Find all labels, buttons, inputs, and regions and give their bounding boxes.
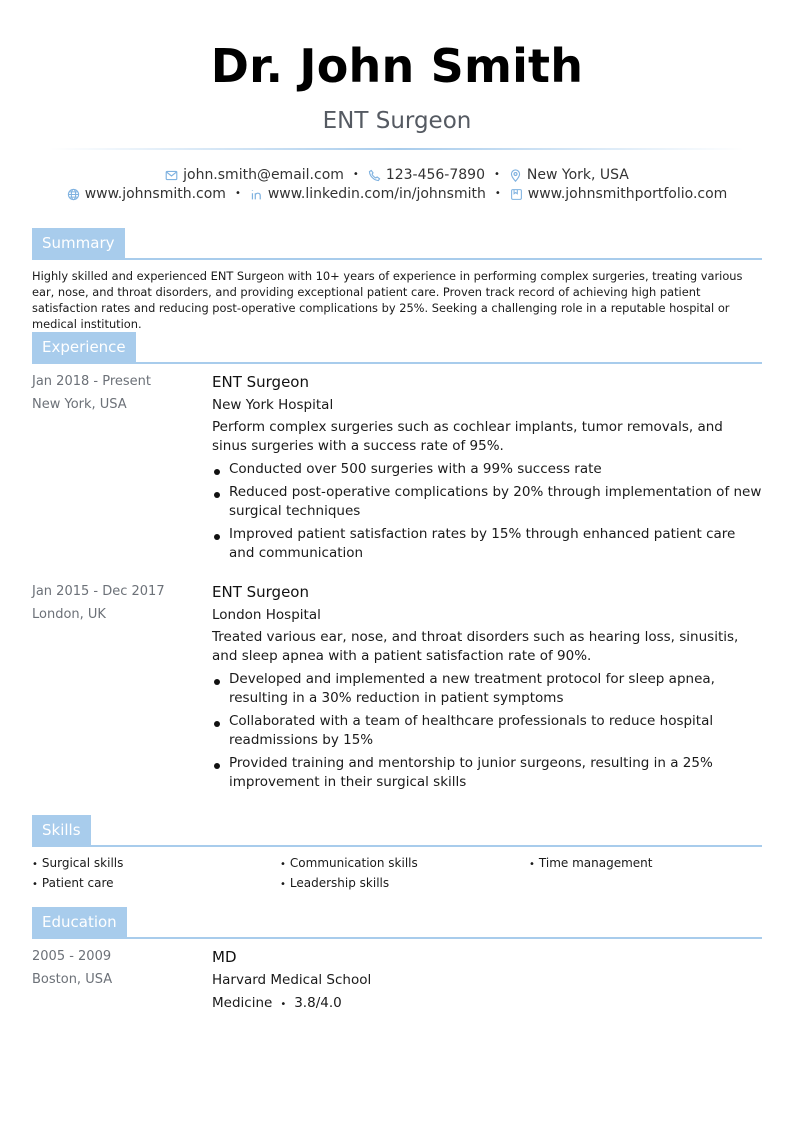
skill-bullet: • <box>280 859 286 870</box>
education-section-header <box>32 907 762 939</box>
skill-item <box>280 854 418 874</box>
contact-row-primary <box>0 166 794 184</box>
experience-meta <box>32 370 202 416</box>
skill-label: Patient care <box>41 876 114 890</box>
bullet-item: Conducted over 500 surgeries with a 99% success rate <box>212 460 762 479</box>
contact-row-links <box>0 185 794 203</box>
experience-location: New York, USA <box>32 397 127 412</box>
globe-icon <box>67 188 80 201</box>
experience-location: London, UK <box>32 607 106 622</box>
experience-details <box>212 370 762 567</box>
skill-item <box>529 854 652 874</box>
contact-linkedin[interactable] <box>250 185 486 203</box>
contact-email[interactable] <box>165 166 344 184</box>
skill-item <box>280 874 389 894</box>
education-dates: 2005 - 2009 <box>32 949 112 964</box>
contact-website[interactable] <box>67 185 226 203</box>
map-pin-icon <box>509 169 522 182</box>
linkedin-icon <box>250 188 263 201</box>
education-meta <box>32 945 202 991</box>
bullet-item: Provided training and mentorship to junior surgeons, resulting in a 25% improvement in their surgical skills <box>212 754 762 792</box>
header-divider <box>50 148 744 150</box>
education-gpa: 3.8/4.0 <box>294 995 342 1011</box>
education-school: Harvard Medical School <box>212 972 372 988</box>
skill-label: Surgical skills <box>41 856 124 870</box>
separator-dot: • <box>352 169 359 180</box>
experience-role: ENT Surgeon <box>212 373 309 391</box>
experience-details <box>212 580 762 796</box>
education-details <box>212 945 762 1016</box>
separator-dot: • <box>280 999 287 1010</box>
skill-label: Time management <box>538 856 653 870</box>
skill-item <box>32 874 114 894</box>
bullet-item: Reduced post-operative complications by 20% through implementation of new surgical techniques <box>212 483 762 521</box>
bullet-item: Improved patient satisfaction rates by 15% through enhanced patient care and communication <box>212 525 762 563</box>
experience-role: ENT Surgeon <box>212 583 309 601</box>
email-text: john.smith@email.com <box>183 167 344 183</box>
experience-org: London Hospital <box>212 607 321 623</box>
bullet-item: Collaborated with a team of healthcare professionals to reduce hospital readmissions by 15% <box>212 712 762 750</box>
education-field-gpa <box>212 992 762 1016</box>
experience-description: Treated various ear, nose, and throat disorders such as hearing loss, sinusitis, and sleep apnea with a patient satisfaction rate of 90%. <box>212 629 739 664</box>
summary-text: Highly skilled and experienced ENT Surgeon with 10+ years of experience in performing complex surgeries, treating various ear, nose, and throat disorders, and providing exceptional patient care. Proven track record of achieving high patient satisfaction rates and reducing post-operative complications by 25%. Seeking a challenging role in a reputable hospital or medical institution. <box>32 269 743 331</box>
skills-section-header <box>32 815 762 847</box>
linkedin-text: www.linkedin.com/in/johnsmith <box>267 186 486 202</box>
education-degree: MD <box>212 948 237 966</box>
summary-heading: Summary <box>32 228 125 258</box>
portfolio-text: www.johnsmithportfolio.com <box>527 186 728 202</box>
experience-dates: Jan 2015 - Dec 2017 <box>32 584 165 599</box>
job-title: ENT Surgeon <box>322 108 472 134</box>
phone-icon <box>368 169 381 182</box>
portfolio-icon <box>510 188 523 201</box>
skill-bullet: • <box>280 879 286 890</box>
bullet-item: Developed and implemented a new treatment protocol for sleep apnea, resulting in a 30% reduction in patient symptoms <box>212 670 762 708</box>
skill-label: Communication skills <box>289 856 418 870</box>
phone-text: 123-456-7890 <box>385 167 485 183</box>
candidate-name: Dr. John Smith <box>210 39 584 93</box>
skill-bullet: • <box>32 879 38 890</box>
skill-bullet: • <box>529 859 535 870</box>
skill-item <box>32 854 123 874</box>
experience-dates: Jan 2018 - Present <box>32 374 151 389</box>
experience-description: Perform complex surgeries such as cochlear implants, tumor removals, and sinus surgeries with a success rate of 95%. <box>212 419 723 454</box>
experience-meta <box>32 580 202 626</box>
separator-dot: • <box>494 188 501 199</box>
envelope-icon <box>165 169 178 182</box>
education-location: Boston, USA <box>32 972 113 987</box>
separator-dot: • <box>494 169 500 180</box>
experience-heading: Experience <box>32 332 136 362</box>
education-field: Medicine <box>212 995 273 1011</box>
contact-portfolio[interactable] <box>510 185 728 203</box>
separator-dot: • <box>234 188 241 199</box>
website-text: www.johnsmith.com <box>84 186 226 202</box>
contact-phone[interactable] <box>368 166 485 184</box>
skill-label: Leadership skills <box>289 876 390 890</box>
experience-bullets <box>212 670 762 792</box>
experience-org: New York Hospital <box>212 397 334 413</box>
experience-section-header <box>32 332 762 364</box>
contact-location <box>509 166 629 184</box>
education-heading: Education <box>32 907 127 937</box>
location-text: New York, USA <box>526 167 629 183</box>
skills-heading: Skills <box>32 815 91 845</box>
experience-bullets <box>212 460 762 563</box>
skill-bullet: • <box>32 859 38 870</box>
summary-section-header <box>32 228 762 260</box>
